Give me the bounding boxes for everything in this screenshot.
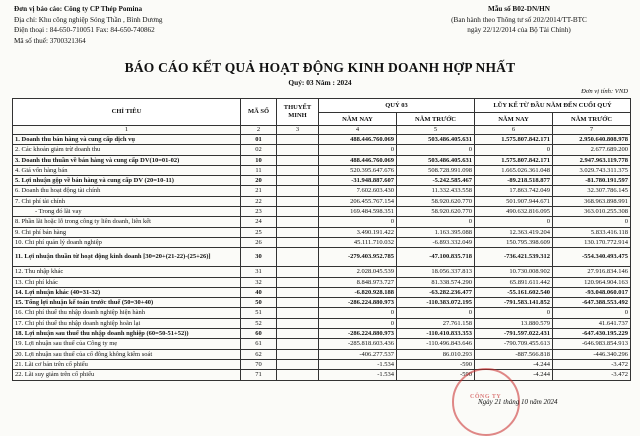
row-ytd-this-year: -791.583.141.852: [475, 298, 553, 308]
row-ytd-last-year: 130.170.772.914: [553, 237, 631, 247]
header-quarter-this-year: NĂM NAY: [319, 113, 397, 126]
index-cell: 4: [319, 126, 397, 135]
row-quarter-this-year: 7.602.603.430: [319, 186, 397, 196]
row-label: 3. Doanh thu thuần về bán hàng và cung cấp DV(10=01-02): [13, 155, 241, 165]
table-row: [13, 248, 631, 267]
table-row: [13, 135, 631, 145]
table-row: [13, 267, 631, 277]
header-ytd: LŨY KẾ TỪ ĐẦU NĂM ĐẾN CUỐI QUÝ: [475, 99, 631, 113]
row-ytd-this-year: 501.907.944.671: [475, 196, 553, 206]
row-quarter-last-year: 503.486.405.631: [397, 155, 475, 165]
row-label: - Trong đó lãi vay: [13, 207, 241, 217]
row-label: 16. Chi phí thuế thu nhập doanh nghiệp hiện hành: [13, 308, 241, 318]
index-cell: 1: [13, 126, 241, 135]
row-label: 20. Lợi nhuận sau thuế của cổ đông không kiểm soát: [13, 349, 241, 359]
index-cell: 6: [475, 126, 553, 135]
row-ytd-this-year: -887.566.818: [475, 349, 553, 359]
row-ytd-this-year: -736.421.539.312: [475, 248, 553, 267]
row-code: 60: [241, 329, 277, 339]
row-quarter-this-year: 0: [319, 217, 397, 227]
row-code: 70: [241, 359, 277, 369]
row-label: 17. Chi phí thuế thu nhập doanh nghiệp hoãn lại: [13, 318, 241, 328]
row-quarter-this-year: 488.446.760.069: [319, 135, 397, 145]
company-address: Địa chỉ: Khu công nghiệp Sóng Thần , Bình Dương: [14, 15, 163, 24]
row-ytd-last-year: 27.916.834.146: [553, 267, 631, 277]
row-quarter-this-year: 169.484.598.351: [319, 207, 397, 217]
table-row: [13, 207, 631, 217]
header-item: CHỈ TIÊU: [13, 99, 241, 126]
row-quarter-last-year: -47.100.835.718: [397, 248, 475, 267]
table-row: [13, 349, 631, 359]
row-code: 50: [241, 298, 277, 308]
table-row: [13, 370, 631, 380]
row-ytd-last-year: -554.340.493.475: [553, 248, 631, 267]
row-quarter-last-year: -590: [397, 370, 475, 380]
table-row: [13, 176, 631, 186]
row-label: 19. Lợi nhuận sau thuế của Công ty mẹ: [13, 339, 241, 349]
row-quarter-last-year: 503.486.405.631: [397, 135, 475, 145]
row-quarter-this-year: 0: [319, 145, 397, 155]
table-row: [13, 287, 631, 297]
row-code: 61: [241, 339, 277, 349]
row-ytd-last-year: 41.641.737: [553, 318, 631, 328]
row-quarter-this-year: -1.534: [319, 370, 397, 380]
row-quarter-last-year: 11.332.433.558: [397, 186, 475, 196]
table-row: [13, 227, 631, 237]
row-quarter-this-year: -285.818.603.436: [319, 339, 397, 349]
table-row: [13, 308, 631, 318]
row-ytd-last-year: 5.833.416.118: [553, 227, 631, 237]
row-label: 11. Lợi nhuận thuần từ hoạt động kinh doanh [30=20+(21-22)-(25+26)]: [13, 248, 241, 267]
row-code: 20: [241, 176, 277, 186]
company-name: Đơn vị báo cáo: Công ty CP Thép Pomina: [14, 5, 143, 13]
row-quarter-this-year: 520.395.647.676: [319, 165, 397, 175]
row-quarter-last-year: 0: [397, 145, 475, 155]
row-code: 11: [241, 165, 277, 175]
row-quarter-last-year: 0: [397, 217, 475, 227]
table-row: [13, 196, 631, 206]
row-code: 24: [241, 217, 277, 227]
row-ytd-last-year: 120.964.904.163: [553, 277, 631, 287]
row-note: [277, 370, 319, 380]
row-note: [277, 349, 319, 359]
row-quarter-this-year: -286.224.880.973: [319, 329, 397, 339]
row-quarter-last-year: 86.010.293: [397, 349, 475, 359]
row-label: 4. Giá vốn hàng bán: [13, 165, 241, 175]
row-ytd-last-year: -93.048.060.017: [553, 287, 631, 297]
row-ytd-last-year: -81.780.191.597: [553, 176, 631, 186]
row-note: [277, 298, 319, 308]
row-quarter-this-year: -279.403.952.785: [319, 248, 397, 267]
table-row: [13, 339, 631, 349]
row-note: [277, 145, 319, 155]
row-quarter-this-year: -406.277.537: [319, 349, 397, 359]
row-quarter-last-year: 508.728.991.098: [397, 165, 475, 175]
row-note: [277, 329, 319, 339]
table-row: [13, 186, 631, 196]
row-note: [277, 155, 319, 165]
row-label: 1. Doanh thu bán hàng và cung cấp dịch vụ: [13, 135, 241, 145]
row-quarter-last-year: 18.056.337.813: [397, 267, 475, 277]
row-quarter-last-year: -110.383.072.195: [397, 298, 475, 308]
row-ytd-this-year: 490.632.816.095: [475, 207, 553, 217]
row-ytd-last-year: 32.307.786.145: [553, 186, 631, 196]
row-note: [277, 165, 319, 175]
header-ytd-last-year: NĂM TRƯỚC: [553, 113, 631, 126]
row-ytd-this-year: 0: [475, 308, 553, 318]
row-quarter-last-year: 81.338.574.290: [397, 277, 475, 287]
row-code: 22: [241, 196, 277, 206]
row-label: 8. Phần lãi hoặc lỗ trong công ty liên doanh, liên kết: [13, 217, 241, 227]
row-ytd-this-year: -55.161.602.540: [475, 287, 553, 297]
row-note: [277, 267, 319, 277]
row-ytd-this-year: -790.709.455.613: [475, 339, 553, 349]
row-label: 9. Chi phí bán hàng: [13, 227, 241, 237]
row-quarter-last-year: 1.163.395.088: [397, 227, 475, 237]
row-label: 18. Lợi nhuận sau thuế thu nhập doanh nghiệp (60=50-51+52)): [13, 329, 241, 339]
row-ytd-this-year: -4.244: [475, 370, 553, 380]
row-ytd-last-year: -647.388.553.492: [553, 298, 631, 308]
row-ytd-this-year: 1.575.807.842.171: [475, 155, 553, 165]
row-quarter-this-year: 45.111.710.032: [319, 237, 397, 247]
row-note: [277, 207, 319, 217]
row-ytd-this-year: -791.597.022.431: [475, 329, 553, 339]
header-quarter: QUÝ 03: [319, 99, 475, 113]
row-label: 7. Chi phí tài chính: [13, 196, 241, 206]
header-code: MÃ SỐ: [241, 99, 277, 126]
row-note: [277, 287, 319, 297]
row-note: [277, 277, 319, 287]
row-code: 21: [241, 186, 277, 196]
row-code: 23: [241, 207, 277, 217]
company-info: [14, 4, 163, 46]
row-ytd-this-year: -89.218.518.877: [475, 176, 553, 186]
row-ytd-last-year: -646.983.854.913: [553, 339, 631, 349]
index-cell: 5: [397, 126, 475, 135]
row-note: [277, 186, 319, 196]
row-quarter-this-year: -1.534: [319, 359, 397, 369]
row-label: 13. Chi phí khác: [13, 277, 241, 287]
row-ytd-this-year: 10.730.008.902: [475, 267, 553, 277]
row-ytd-this-year: 0: [475, 145, 553, 155]
signing-date: Ngày 21 tháng 10 năm 2024: [478, 398, 558, 406]
row-quarter-this-year: 0: [319, 308, 397, 318]
table-row: [13, 155, 631, 165]
row-quarter-this-year: -286.224.880.973: [319, 298, 397, 308]
income-statement-table: [12, 98, 631, 381]
row-note: [277, 176, 319, 186]
row-quarter-this-year: 0: [319, 318, 397, 328]
form-code: Mẫu số B02-DN/HN: [488, 5, 550, 13]
form-info: [410, 4, 628, 36]
row-ytd-this-year: 17.863.742.049: [475, 186, 553, 196]
row-note: [277, 308, 319, 318]
circular-line-2: ngày 22/12/2014 của Bộ Tài Chính): [467, 26, 571, 35]
row-code: 52: [241, 318, 277, 328]
row-code: 32: [241, 277, 277, 287]
company-phone: Điện thoại : 84-650-710051 Fax: 84-650-740862: [14, 26, 155, 35]
row-ytd-last-year: 0: [553, 308, 631, 318]
row-ytd-last-year: -3.472: [553, 370, 631, 380]
row-quarter-last-year: -110.496.843.646: [397, 339, 475, 349]
row-ytd-this-year: 12.363.419.204: [475, 227, 553, 237]
row-note: [277, 196, 319, 206]
row-quarter-last-year: 27.761.158: [397, 318, 475, 328]
row-note: [277, 237, 319, 247]
row-ytd-this-year: -4.244: [475, 359, 553, 369]
row-label: 6. Doanh thu hoạt động tài chính: [13, 186, 241, 196]
header-ytd-this-year: NĂM NAY: [475, 113, 553, 126]
row-ytd-this-year: 13.880.579: [475, 318, 553, 328]
row-ytd-last-year: 2.950.640.808.978: [553, 135, 631, 145]
row-code: 26: [241, 237, 277, 247]
row-code: 25: [241, 227, 277, 237]
row-label: 22. Lãi suy giảm trên cổ phiếu: [13, 370, 241, 380]
row-note: [277, 359, 319, 369]
row-code: 02: [241, 145, 277, 155]
report-title: BÁO CÁO KẾT QUẢ HOẠT ĐỘNG KINH DOANH HỢP NHẤT: [124, 60, 516, 75]
row-note: [277, 135, 319, 145]
row-note: [277, 217, 319, 227]
row-ytd-last-year: 3.029.743.311.375: [553, 165, 631, 175]
row-note: [277, 248, 319, 267]
table-row: [13, 277, 631, 287]
table-row: [13, 217, 631, 227]
row-ytd-this-year: 65.891.611.442: [475, 277, 553, 287]
row-ytd-last-year: 2.947.963.119.778: [553, 155, 631, 165]
row-quarter-last-year: -63.282.236.477: [397, 287, 475, 297]
row-label: 5. Lợi nhuận gộp về bán hàng và cung cấp DV (20=10-11): [13, 176, 241, 186]
index-cell: 7: [553, 126, 631, 135]
index-row: [13, 126, 631, 135]
table-row: [13, 359, 631, 369]
row-quarter-last-year: 58.920.620.770: [397, 207, 475, 217]
row-ytd-last-year: -446.340.296: [553, 349, 631, 359]
row-ytd-this-year: 1.665.026.361.048: [475, 165, 553, 175]
row-label: 2. Các khoản giảm trừ doanh thu: [13, 145, 241, 155]
row-note: [277, 227, 319, 237]
row-label: 15. Tổng lợi nhuận kế toán trước thuế (50=30+40): [13, 298, 241, 308]
row-note: [277, 339, 319, 349]
table-row: [13, 318, 631, 328]
row-quarter-this-year: -31.948.887.607: [319, 176, 397, 186]
row-label: 14. Lợi nhuận khác (40=31-32): [13, 287, 241, 297]
row-ytd-this-year: 1.575.807.842.171: [475, 135, 553, 145]
row-quarter-last-year: 58.920.620.770: [397, 196, 475, 206]
table-row: [13, 298, 631, 308]
row-quarter-last-year: -5.242.585.467: [397, 176, 475, 186]
table-row: [13, 329, 631, 339]
table-row: [13, 145, 631, 155]
row-ytd-last-year: 0: [553, 217, 631, 227]
header-quarter-last-year: NĂM TRƯỚC: [397, 113, 475, 126]
row-code: 71: [241, 370, 277, 380]
row-code: 31: [241, 267, 277, 277]
row-quarter-this-year: -6.820.928.188: [319, 287, 397, 297]
header-note: THUYẾT MINH: [277, 99, 319, 126]
row-code: 30: [241, 248, 277, 267]
row-code: 10: [241, 155, 277, 165]
row-quarter-this-year: 206.455.767.154: [319, 196, 397, 206]
row-quarter-this-year: 3.490.191.422: [319, 227, 397, 237]
row-quarter-last-year: -110.410.833.353: [397, 329, 475, 339]
row-ytd-last-year: 2.677.689.200: [553, 145, 631, 155]
row-ytd-last-year: 368.963.898.991: [553, 196, 631, 206]
row-ytd-this-year: 0: [475, 217, 553, 227]
company-tax-code: Mã số thuế: 3700321364: [14, 36, 86, 45]
row-note: [277, 318, 319, 328]
row-code: 51: [241, 308, 277, 318]
row-quarter-last-year: 0: [397, 308, 475, 318]
row-code: 62: [241, 349, 277, 359]
row-quarter-last-year: -590: [397, 359, 475, 369]
row-code: 40: [241, 287, 277, 297]
report-period: Quý: 03 Năm : 2024: [288, 78, 352, 87]
stamp-text: CÔNG TY: [470, 394, 502, 400]
row-quarter-last-year: -6.893.332.049: [397, 237, 475, 247]
row-quarter-this-year: 2.028.045.539: [319, 267, 397, 277]
row-quarter-this-year: 8.848.973.727: [319, 277, 397, 287]
row-label: 21. Lãi cơ bản trên cổ phiếu: [13, 359, 241, 369]
row-label: 10. Chi phí quản lý doanh nghiệp: [13, 237, 241, 247]
row-quarter-this-year: 488.446.760.069: [319, 155, 397, 165]
index-cell: 2: [241, 126, 277, 135]
table-row: [13, 237, 631, 247]
table-row: [13, 165, 631, 175]
currency-unit: Đơn vị tính: VND: [581, 88, 628, 95]
row-ytd-last-year: 363.010.255.308: [553, 207, 631, 217]
circular-line-1: (Ban hành theo Thông tư số 202/2014/TT-BTC: [451, 15, 587, 24]
row-ytd-last-year: -647.430.195.229: [553, 329, 631, 339]
row-ytd-last-year: -3.472: [553, 359, 631, 369]
row-ytd-this-year: 150.795.398.609: [475, 237, 553, 247]
index-cell: 3: [277, 126, 319, 135]
row-code: 01: [241, 135, 277, 145]
row-label: 12. Thu nhập khác: [13, 267, 241, 277]
